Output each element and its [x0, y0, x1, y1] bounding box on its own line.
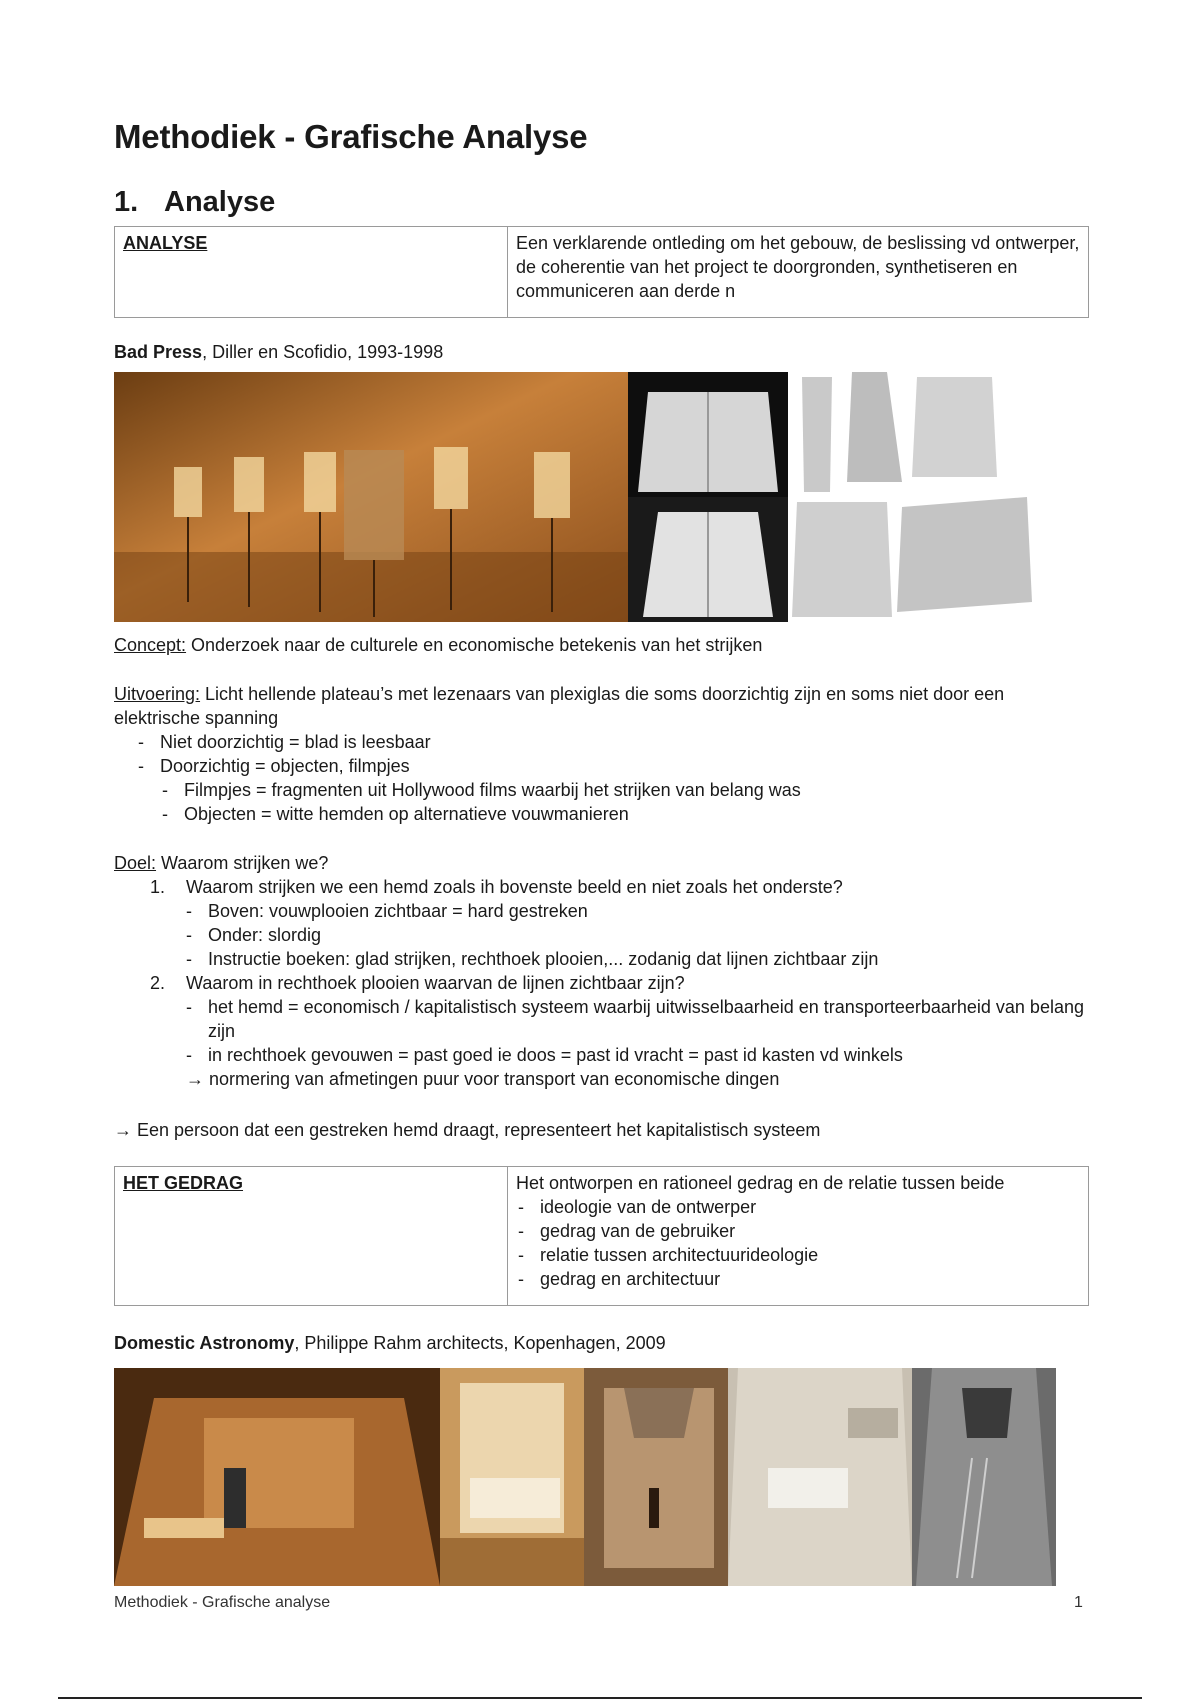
- case-title: Domestic Astronomy: [114, 1333, 295, 1353]
- uitvoering-text: Licht hellende plateau’s met lezenaars van plexiglas die soms doorzichtig zijn en soms niet door een elektrische spanning: [114, 684, 1005, 728]
- list-item: - Niet doorzichtig = blad is leesbaar: [138, 732, 431, 752]
- concept-label: Concept:: [114, 635, 187, 655]
- uitvoering-block: [114, 682, 1094, 826]
- page-number: 1: [1074, 1594, 1083, 1611]
- definition-gedrag-text: Het ontworpen en rationeel gedrag en de relatie tussen beide: [516, 1173, 1005, 1193]
- numbered-item: 1. Waarom strijken we een hemd zoals ih bovenste beeld en niet zoals het onderste?: [150, 877, 843, 897]
- list-item: - Instructie boeken: glad strijken, rechthoek plooien,... zodanig dat lijnen zichtbaar zijn: [186, 949, 879, 969]
- concept-text: Onderzoek naar de culturele en economische betekenis van het strijken: [186, 635, 763, 655]
- concept-paragraph: [114, 633, 1094, 657]
- gallery-photo: [114, 372, 628, 622]
- definition-table-gedrag: [114, 1166, 1089, 1306]
- definition-gedrag: [508, 1167, 1089, 1306]
- uitvoering-label: Uitvoering:: [114, 684, 201, 704]
- arrow-note: → normering van afmetingen puur voor transport van economische dingen: [186, 1069, 780, 1089]
- term-analyse: ANALYSE: [115, 227, 508, 318]
- list-item: - in rechthoek gevouwen = past goed ie doos = past id vracht = past id kasten vd winkels: [186, 1045, 903, 1065]
- doel-text: Waarom strijken we?: [156, 853, 329, 873]
- case-caption-bad-press: [114, 342, 443, 363]
- page-title: Methodiek - Grafische Analyse: [114, 118, 588, 155]
- list-item: - Objecten = witte hemden op alternatieve vouwmanieren: [162, 804, 629, 824]
- section-number: 1.: [114, 186, 139, 218]
- list-item: - gedrag van de gebruiker: [516, 1219, 1080, 1243]
- uitvoering-paragraph: [114, 682, 1094, 730]
- gallery-photo: [628, 372, 788, 622]
- footer-title: Methodiek - Grafische analyse: [114, 1594, 331, 1611]
- list-item: - ideologie van de ontwerper: [516, 1195, 1080, 1219]
- definition-gedrag-list: [516, 1195, 1080, 1291]
- list-item: - Doorzichtig = objecten, filmpjes: [138, 756, 410, 776]
- definition-analyse: Een verklarende ontleding om het gebouw, de beslissing vd ontwerper, de coherentie van het project te doorgronden, synthetiseren en communiceren aan derde n: [508, 227, 1089, 318]
- gallery-photo: [584, 1368, 728, 1586]
- gallery-photo: [114, 1368, 440, 1586]
- section-heading: [114, 186, 275, 219]
- case-details: , Diller en Scofidio, 1993-1998: [202, 342, 444, 362]
- doel-block: [114, 851, 1094, 1091]
- list-item: - Boven: vouwplooien zichtbaar = hard gestreken: [186, 901, 588, 921]
- list-item: - gedrag en architectuur: [516, 1267, 1080, 1291]
- term-gedrag: HET GEDRAG: [115, 1167, 508, 1306]
- list-item: - relatie tussen architectuurideologie: [516, 1243, 1080, 1267]
- list-item: - Filmpjes = fragmenten uit Hollywood films waarbij het strijken van belang was: [162, 780, 801, 800]
- list-item: - Onder: slordig: [186, 925, 322, 945]
- divider: [58, 1697, 1142, 1699]
- list-item: - het hemd = economisch / kapitalistisch systeem waarbij uitwisselbaarheid en transporteerbaarheid van belang zijn: [186, 997, 1084, 1041]
- gallery-photo: [912, 1368, 1056, 1586]
- gallery-photo: [728, 1368, 912, 1586]
- gallery-photo: [440, 1368, 584, 1586]
- definition-table-analyse: [114, 226, 1089, 318]
- numbered-item: 2. Waarom in rechthoek plooien waarvan de lijnen zichtbaar zijn?: [150, 973, 685, 993]
- doel-label: Doel:: [114, 853, 157, 873]
- gallery-photo: [792, 372, 1036, 622]
- conclusion: → Een persoon dat een gestreken hemd draagt, representeert het kapitalistisch systeem: [114, 1120, 821, 1140]
- case-title: Bad Press: [114, 342, 203, 362]
- case-caption-domestic-astronomy: [114, 1333, 666, 1354]
- doel-paragraph: [114, 851, 1094, 875]
- case-details: , Philippe Rahm architects, Kopenhagen, 2009: [294, 1333, 666, 1353]
- section-title: Analyse: [164, 186, 276, 218]
